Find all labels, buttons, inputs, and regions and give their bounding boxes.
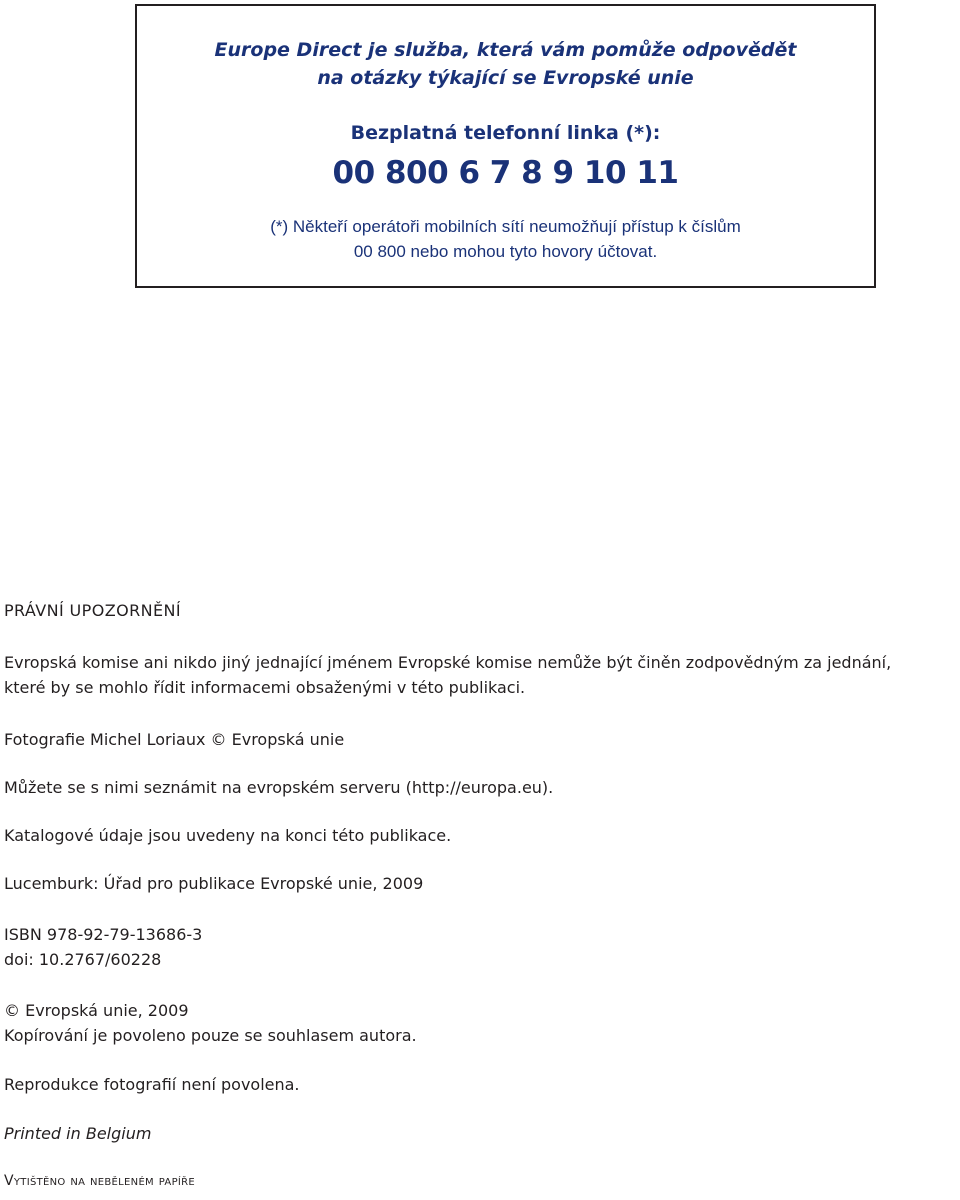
paper-note: Vytištěno na neběleném papíře [4,1173,196,1189]
mobile-operator-note [137,214,874,264]
legal-notice-section [4,598,956,1194]
disclaimer-line2: které by se mohlo řídit informacemi obsaženými v této publikaci. [4,678,526,697]
europe-direct-title [137,36,874,92]
mobile-operator-note-line2: 00 800 nebo mohou tyto hovory účtovat. [353,242,658,261]
phone-number: 00 800 6 7 8 9 10 11 [332,155,679,191]
doi: doi: 10.2767/60228 [4,950,162,969]
isbn: ISBN 978-92-79-13686-3 [4,925,203,944]
europe-direct-title-line2: na otázky týkající se Evropské unie [317,67,694,89]
europe-direct-box [135,4,876,288]
photo-reproduction-note: Reprodukce fotografií není povolena. [4,1075,300,1094]
copyright: © Evropská unie, 2009 [4,1001,189,1020]
catalogue-info: Katalogové údaje jsou uvedeny na konci této publikace. [4,826,452,845]
printed-in: Printed in Belgium [4,1124,152,1143]
publisher-info: Lucemburk: Úřad pro publikace Evropské unie, 2009 [4,874,424,893]
photo-credit: Fotografie Michel Loriaux © Evropská unie [4,730,345,749]
phone-label: Bezplatná telefonní linka (*): [350,122,661,144]
reproduction-permission: Kopírování je povoleno pouze se souhlasem autora. [4,1026,417,1045]
mobile-operator-note-line1: (*) Někteří operátoři mobilních sítí neumožňují přístup k číslům [270,217,741,236]
disclaimer-line1: Evropská komise ani nikdo jiný jednající jménem Evropské komise nemůže být činěn zodpovědným za jednání, [4,653,892,672]
server-info: Můžete se s nimi seznámit na evropském serveru (http://europa.eu). [4,778,554,797]
europe-direct-title-line1: Europe Direct je služba, která vám pomůže odpovědět [214,39,797,61]
legal-notice-heading: PRÁVNÍ UPOZORNĚNÍ [4,601,181,620]
